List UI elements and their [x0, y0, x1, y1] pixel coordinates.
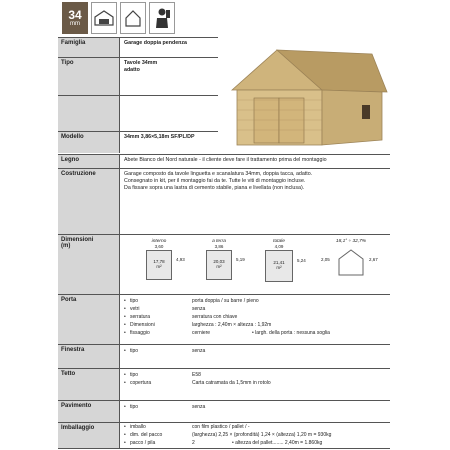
imballaggio-line: • imballo con film plastico / pallet / - — [124, 423, 388, 431]
value-famiglia: Garage doppia pendenza — [124, 40, 187, 46]
value-costruzione — [124, 171, 388, 192]
costruzione-line: Da fissare sopra una lastra di cemento stabile, piana e livellata (non inclusa). — [124, 185, 305, 191]
spec-value: serratura con chiave — [192, 314, 238, 320]
thickness-icon — [62, 2, 88, 34]
spec-key: tipo — [130, 404, 139, 410]
plan-top: 3,60 — [154, 244, 164, 249]
value-finestra — [124, 347, 388, 355]
spec-key: dim. del pacco — [130, 432, 163, 438]
value-pavimento — [124, 403, 388, 411]
plan-title: a terra — [212, 239, 226, 244]
thickness-value: 34 — [68, 7, 82, 22]
porta-line: • fissaggio cerniere • largh. della porta : nessuna soglia — [124, 329, 388, 337]
plan-square — [146, 250, 172, 280]
porta-line: • tipo porta doppia / su barre / pieno — [124, 297, 388, 305]
finestra-line: • tipo senza — [124, 347, 388, 355]
spec-value: senza — [192, 306, 206, 312]
spec-value: E58 — [192, 372, 201, 378]
costruzione-line: Garage composto da tavole linguetta e scanalatura 34mm, doppia tacca, adatto. — [124, 171, 313, 177]
spec-value: larghezza : 2,40m × altezza : 1,92m — [192, 322, 272, 328]
plan-roof-slope — [319, 239, 383, 278]
porta-line: • serratura serratura con chiave — [124, 313, 388, 321]
spec-key: pacco / pila — [130, 440, 156, 446]
row-tetto — [58, 368, 390, 400]
row-modello — [58, 131, 218, 153]
icon-strip — [62, 2, 175, 36]
imballaggio-line: • pacco / pila 2 • altezza del pallet........ 2,40m = 1.860kg — [124, 439, 388, 447]
label-empty — [58, 96, 120, 131]
plan-totale — [254, 239, 304, 282]
spec-value: senza — [192, 348, 206, 354]
label-dimensioni: Dimensioni (m) — [58, 235, 120, 294]
plan-side: 2,67 — [369, 256, 378, 262]
row-costruzione — [58, 168, 390, 234]
label-costruzione: Costruzione — [58, 169, 120, 234]
label-porta: Porta — [58, 295, 120, 344]
row-famiglia — [58, 37, 218, 57]
plan-title: totale — [273, 239, 285, 244]
pavimento-line: • tipo senza — [124, 403, 388, 411]
label-modello: Modello — [58, 132, 120, 153]
plan-side: 5,19 — [236, 257, 245, 263]
value-imballaggio — [124, 423, 388, 447]
label-tetto: Tetto — [58, 369, 120, 400]
plan-square — [265, 250, 293, 282]
tetto-line: • tipo E58 — [124, 371, 388, 379]
plan-side: 5,24 — [297, 258, 306, 264]
plan-top: 3,86 — [214, 244, 224, 249]
spec-key: tipo — [130, 348, 139, 354]
plan-title: interno — [151, 239, 167, 244]
row-tipo — [58, 57, 218, 95]
plan-a-terra — [194, 239, 244, 280]
plan-title: 18,1° ÷ 32,7% — [335, 239, 367, 244]
porta-line: • vetri senza — [124, 305, 388, 313]
spec-key: copertura — [130, 380, 152, 386]
spec-value: Carta catramata da 1,5mm in rotolo — [192, 380, 271, 386]
value-porta — [124, 297, 388, 337]
plan-area: 21,41 m² — [273, 260, 285, 270]
porta-line: • Dimensioni larghezza : 2,40m × altezza : 1,92m — [124, 321, 388, 329]
spec-value: porta doppia / su barre / pieno — [192, 298, 259, 304]
value-modello: 34mm 3,86×5,18m SF/PL/DP — [124, 134, 195, 140]
plan-area: 20,03 m² — [213, 259, 225, 270]
value-tipo: Tavole 34mm adatto — [124, 60, 158, 73]
spec-key: Dimensioni — [130, 322, 155, 328]
dimension-plans — [124, 239, 388, 287]
value-legno: Abete Bianco del Nord naturale - il cliente deve fare il trattamento prima del montaggio — [124, 157, 327, 163]
row-porta — [58, 294, 390, 344]
spec-extra: • largh. della porta : nessuna soglia — [252, 330, 330, 336]
spec-key: tipo — [130, 298, 139, 304]
spec-value: senza — [192, 404, 206, 410]
label-famiglia: Famiglia — [58, 38, 120, 57]
gable-outline-icon — [336, 247, 366, 277]
label-finestra: Finestra — [58, 345, 120, 368]
imballaggio-line: • dim. del pacco (larghezza) 2,25 × (profondità) 1,24 × (altezza) 1,20 m = 930kg — [124, 431, 388, 439]
plan-area: 17,78 m² — [153, 259, 165, 270]
plan-left: 2,05 — [321, 256, 330, 262]
tetto-line: • copertura Carta catramata da 1,5mm in rotolo — [124, 379, 388, 387]
label-imballaggio: Imballaggio — [58, 423, 120, 448]
row-finestra — [58, 344, 390, 368]
row-empty — [58, 95, 218, 131]
spec-key: imballo — [130, 424, 146, 430]
spec-sheet — [58, 37, 390, 449]
value-tetto — [124, 371, 388, 387]
thickness-unit: mm — [70, 20, 80, 27]
row-legno — [58, 154, 390, 168]
row-dimensioni — [58, 234, 390, 294]
label-pavimento: Pavimento — [58, 401, 120, 422]
spec-key: vetri — [130, 306, 140, 312]
spec-value: (larghezza) 2,25 × (profondità) 1,24 × (altezza) 1,20 m = 930kg — [192, 432, 332, 438]
worker-icon — [149, 2, 175, 34]
spec-extra: • altezza del pallet........ 2,40m = 1.860kg — [232, 440, 323, 446]
label-legno: Legno — [58, 155, 120, 168]
car-icon — [91, 2, 117, 34]
plan-square — [206, 250, 232, 280]
spec-key: tipo — [130, 372, 139, 378]
row-imballaggio — [58, 422, 390, 449]
plan-side: 4,93 — [176, 257, 185, 263]
costruzione-line: Consegnato in kit, per il montaggio fai da te. Tutte le viti di montaggio incluse. — [124, 178, 306, 184]
house-outline-icon — [120, 2, 146, 34]
spec-value: cerniere — [192, 330, 211, 336]
label-tipo: Tipo — [58, 58, 120, 95]
spec-value: con film plastico / pallet / - — [192, 424, 250, 430]
spec-key: fissaggio — [130, 330, 150, 336]
row-pavimento — [58, 400, 390, 422]
spec-key: serratura — [130, 314, 151, 320]
spec-value: 2 — [192, 440, 195, 446]
plan-interno — [134, 239, 184, 280]
plan-top: 4,09 — [274, 244, 284, 249]
